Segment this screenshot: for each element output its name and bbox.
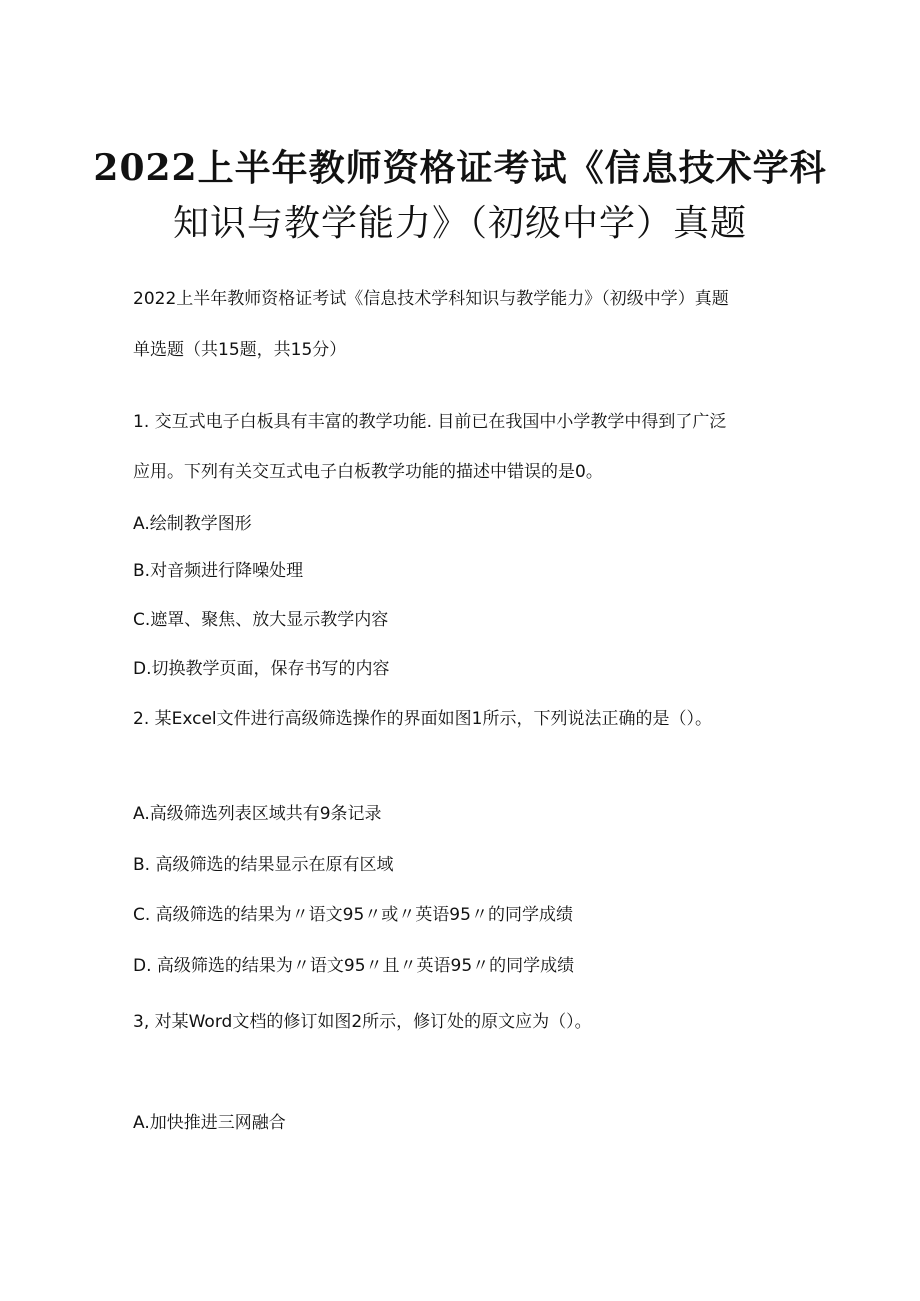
question-1-option-c: C.遮罩、聚焦、放大显示教学内容 bbox=[133, 610, 389, 630]
question-2-option-c: C. 高级筛选的结果为〃语文95〃或〃英语95〃的同学成绩 bbox=[133, 905, 573, 925]
question-3-option-a: A.加快推进三网融合 bbox=[133, 1113, 286, 1133]
question-1-option-d: D.切换教学页面，保存书写的内容 bbox=[133, 659, 390, 679]
question-1-option-b: B.对音频进行降噪处理 bbox=[133, 561, 304, 581]
question-2-option-b: B. 高级筛选的结果显示在原有区域 bbox=[133, 855, 394, 875]
document-title-line-1: 2022上半年教师资格证考试《信息技术学科 bbox=[93, 147, 827, 189]
question-1-stem-line-2: 应用。下列有关交互式电子白板教学功能的描述中错误的是0。 bbox=[133, 462, 603, 482]
question-1-stem-line-1: 1. 交互式电子白板具有丰富的教学功能. 目前已在我国中小学教学中得到了广泛 bbox=[133, 412, 727, 432]
question-3-stem: 3, 对某Word文档的修订如图2所示，修订处的原文应为（）。 bbox=[133, 1012, 592, 1032]
document-subtitle: 2022上半年教师资格证考试《信息技术学科知识与教学能力》（初级中学）真题 bbox=[133, 289, 729, 309]
question-2-stem: 2. 某Excel文件进行高级筛选操作的界面如图1所示，下列说法正确的是（）。 bbox=[133, 709, 712, 729]
question-2-option-a: A.高级筛选列表区域共有9条记录 bbox=[133, 804, 382, 824]
document-title-line-2: 知识与教学能力》（初级中学）真题 bbox=[172, 203, 747, 244]
question-2-option-d: D. 高级筛选的结果为〃语文95〃且〃英语95〃的同学成绩 bbox=[133, 956, 575, 976]
question-1-option-a: A.绘制教学图形 bbox=[133, 514, 252, 534]
section-heading: 单选题（共15题，共15分） bbox=[133, 340, 347, 360]
